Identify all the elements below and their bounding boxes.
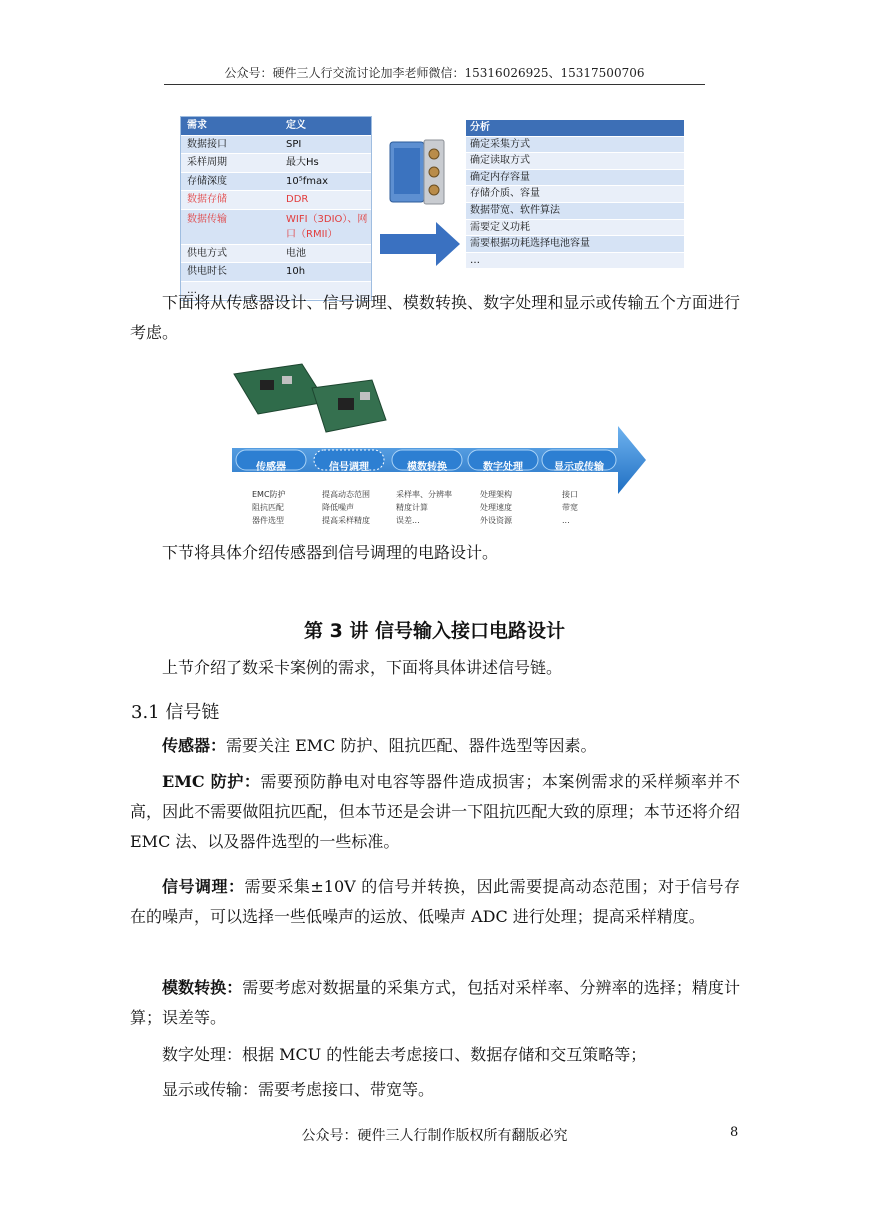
stage-sensor: 传感器 xyxy=(256,462,286,473)
page-footer: 公众号：硬件三人行制作版权所有翻版必究 xyxy=(301,1128,568,1144)
table-row: 需要根据功耗选择电池容量 xyxy=(466,236,684,253)
stage-details-sensor: EMC防护 阻抗匹配 器件选型 xyxy=(252,490,286,525)
paragraph-signal-conditioning: 信号调理：需要采集±10V 的信号并转换，因此需要提高动态范围；对于信号存在的噪声，可以选择一些低噪声的运放、低噪声 ADC 进行处理；提高采样精度。 xyxy=(130,877,740,926)
section-title: 3.1 信号链 xyxy=(131,702,220,723)
analysis-table xyxy=(466,120,684,269)
table-row: 采样周期 最大Hs xyxy=(181,154,371,173)
page-number: 8 xyxy=(730,1125,739,1140)
table-row: 确定采集方式 xyxy=(466,137,684,154)
requirements-table xyxy=(180,116,372,301)
stage-details-signal: 提高动态范围 降低噪声 提高采样精度 xyxy=(322,490,370,525)
page-header: 公众号：硬件三人行交流讨论加李老师微信：15316026925、15317500706 xyxy=(224,66,645,80)
signal-chain-labels xyxy=(226,426,646,525)
signal-chain-figure xyxy=(226,362,646,530)
daq-device-image xyxy=(384,134,450,214)
table-row: 数据传输 WIFI（3DIO）、网口（RMII） xyxy=(181,210,371,245)
paragraph-sensor: 传感器：需要关注 EMC 防护、阻抗匹配、器件选型等因素。 xyxy=(162,736,597,755)
table-row: 确定内存容量 xyxy=(466,170,684,187)
paragraph-intro: 下面将从传感器设计、信号调理、模数转换、数字处理和显示或传输五个方面进行考虑。 xyxy=(130,293,740,342)
stage-details-adc: 采样率、分辨率 精度计算 误差... xyxy=(396,490,452,525)
table-row: 供电方式 电池 xyxy=(181,245,371,264)
stage-details-display: 接口 带宽 ... xyxy=(562,490,578,525)
stage-signal-conditioning: 信号调理 xyxy=(329,462,369,473)
right-arrow-icon xyxy=(380,222,460,266)
table-row: 数据存储 DDR xyxy=(181,191,371,210)
table-header-row: 需求 定义 xyxy=(181,117,371,136)
stage-digital-processing: 数字处理 xyxy=(483,462,523,473)
stage-display-transmission: 显示或传输 xyxy=(554,462,604,473)
paragraph-next: 下节将具体介绍传感器到信号调理的电路设计。 xyxy=(162,543,499,562)
table-header-row: 分析 xyxy=(466,120,684,137)
table-row: 需要定义功耗 xyxy=(466,220,684,237)
table-row: 供电时长 10h xyxy=(181,263,371,282)
table-row: … xyxy=(466,253,684,270)
header-rule xyxy=(164,84,705,85)
requirements-figure xyxy=(180,116,686,296)
stage-details-digital: 处理架构 处理速度 外设资源 xyxy=(480,490,512,525)
paragraph-emc: EMC 防护：需要预防静电对电容等器件造成损害；本案例需求的采样频率并不高，因此不需要做阻抗匹配，但本节还是会讲一下阻抗匹配大致的原理；本节还将介绍 EMC 法、以及器件选型的一些标准。 xyxy=(130,772,740,851)
table-row: 确定读取方式 xyxy=(466,153,684,170)
table-row: 数据带宽、软件算法 xyxy=(466,203,684,220)
paragraph-lecture-intro: 上节介绍了数采卡案例的需求，下面将具体讲述信号链。 xyxy=(162,658,563,677)
table-row: 存储介质、容量 xyxy=(466,186,684,203)
table-row: 数据接口 SPI xyxy=(181,136,371,155)
paragraph-display: 显示或传输：需要考虑接口、带宽等。 xyxy=(162,1080,435,1099)
paragraph-digital: 数字处理：根据 MCU 的性能去考虑接口、数据存储和交互策略等； xyxy=(162,1045,647,1064)
paragraph-adc: 模数转换：需要考虑对数据量的采集方式，包括对采样率、分辨率的选择；精度计算；误差等。 xyxy=(130,978,740,1027)
stage-adc: 模数转换 xyxy=(407,462,447,473)
table-row: 存储深度 10⁵fmax xyxy=(181,173,371,192)
table-row: … xyxy=(181,282,371,301)
lecture-title: 第 3 讲 信号输入接口电路设计 xyxy=(303,620,566,642)
